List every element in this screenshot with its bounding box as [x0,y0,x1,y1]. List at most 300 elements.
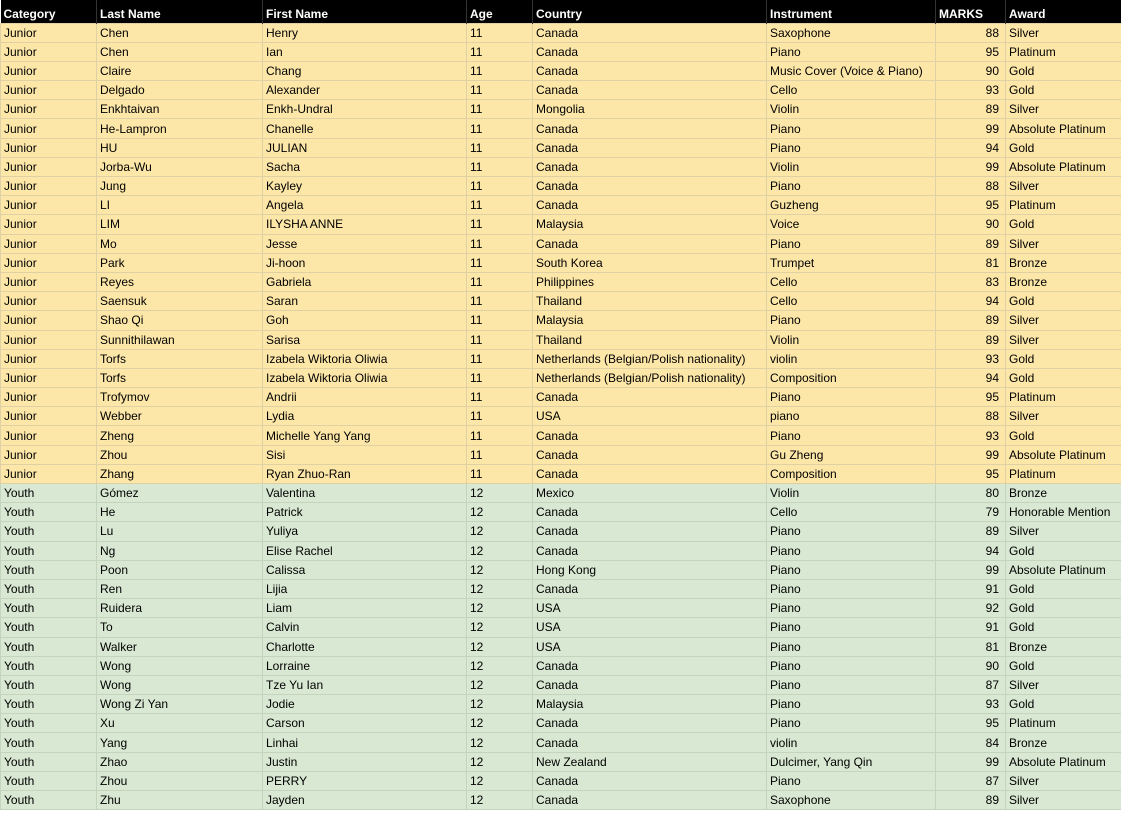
cell-instrument[interactable]: violin [767,733,936,752]
cell-country[interactable]: Canada [533,503,767,522]
cell-country[interactable]: Canada [533,388,767,407]
cell-category[interactable]: Junior [1,100,97,119]
cell-last-name[interactable]: Wong [97,675,263,694]
cell-country[interactable]: Canada [533,177,767,196]
cell-award[interactable]: Gold [1006,599,1121,618]
cell-category[interactable]: Youth [1,503,97,522]
cell-age[interactable]: 11 [467,311,533,330]
cell-category[interactable]: Youth [1,714,97,733]
cell-award[interactable]: Silver [1006,791,1121,810]
cell-award[interactable]: Platinum [1006,388,1121,407]
cell-last-name[interactable]: Wong [97,656,263,675]
cell-last-name[interactable]: Jorba-Wu [97,157,263,176]
cell-last-name[interactable]: Chen [97,42,263,61]
cell-instrument[interactable]: Piano [767,579,936,598]
header-country[interactable]: Country [533,0,767,23]
cell-award[interactable]: Silver [1006,771,1121,790]
cell-instrument[interactable]: Piano [767,138,936,157]
cell-age[interactable]: 11 [467,138,533,157]
cell-last-name[interactable]: Jung [97,177,263,196]
cell-last-name[interactable]: Trofymov [97,388,263,407]
cell-country[interactable]: Canada [533,733,767,752]
cell-last-name[interactable]: He-Lampron [97,119,263,138]
cell-country[interactable]: Canada [533,541,767,560]
cell-first-name[interactable]: Calissa [263,560,467,579]
cell-marks[interactable]: 89 [936,522,1006,541]
cell-age[interactable]: 11 [467,234,533,253]
cell-instrument[interactable]: Piano [767,618,936,637]
cell-age[interactable]: 11 [467,253,533,272]
cell-award[interactable]: Platinum [1006,196,1121,215]
cell-age[interactable]: 12 [467,618,533,637]
cell-award[interactable]: Gold [1006,426,1121,445]
cell-age[interactable]: 12 [467,714,533,733]
cell-award[interactable]: Silver [1006,407,1121,426]
cell-first-name[interactable]: Sarisa [263,330,467,349]
cell-country[interactable]: Netherlands (Belgian/Polish nationality) [533,368,767,387]
cell-category[interactable]: Junior [1,157,97,176]
cell-marks[interactable]: 80 [936,484,1006,503]
cell-age[interactable]: 11 [467,388,533,407]
cell-last-name[interactable]: To [97,618,263,637]
cell-country[interactable]: Canada [533,81,767,100]
cell-last-name[interactable]: LIM [97,215,263,234]
cell-instrument[interactable]: Dulcimer, Yang Qin [767,752,936,771]
cell-age[interactable]: 12 [467,695,533,714]
cell-first-name[interactable]: Angela [263,196,467,215]
cell-award[interactable]: Gold [1006,368,1121,387]
cell-category[interactable]: Junior [1,81,97,100]
cell-age[interactable]: 11 [467,177,533,196]
cell-first-name[interactable]: Chang [263,61,467,80]
cell-age[interactable]: 11 [467,81,533,100]
cell-country[interactable]: Canada [533,791,767,810]
cell-first-name[interactable]: Tze Yu Ian [263,675,467,694]
cell-instrument[interactable]: Gu Zheng [767,445,936,464]
cell-category[interactable]: Junior [1,388,97,407]
cell-last-name[interactable]: Zhu [97,791,263,810]
cell-age[interactable]: 11 [467,426,533,445]
cell-country[interactable]: Canada [533,445,767,464]
cell-category[interactable]: Youth [1,675,97,694]
cell-award[interactable]: Bronze [1006,733,1121,752]
cell-country[interactable]: Canada [533,23,767,42]
cell-first-name[interactable]: Saran [263,292,467,311]
cell-marks[interactable]: 90 [936,61,1006,80]
cell-age[interactable]: 12 [467,656,533,675]
cell-marks[interactable]: 95 [936,196,1006,215]
cell-first-name[interactable]: Sacha [263,157,467,176]
cell-instrument[interactable]: Violin [767,484,936,503]
cell-marks[interactable]: 88 [936,23,1006,42]
cell-first-name[interactable]: Michelle Yang Yang [263,426,467,445]
cell-instrument[interactable]: Piano [767,675,936,694]
cell-age[interactable]: 12 [467,522,533,541]
cell-country[interactable]: Canada [533,61,767,80]
cell-last-name[interactable]: Torfs [97,368,263,387]
cell-category[interactable]: Junior [1,272,97,291]
cell-category[interactable]: Junior [1,23,97,42]
header-last-name[interactable]: Last Name [97,0,263,23]
cell-category[interactable]: Junior [1,215,97,234]
cell-first-name[interactable]: Izabela Wiktoria Oliwia [263,368,467,387]
cell-category[interactable]: Junior [1,349,97,368]
cell-category[interactable]: Youth [1,618,97,637]
cell-award[interactable]: Absolute Platinum [1006,752,1121,771]
cell-first-name[interactable]: Charlotte [263,637,467,656]
cell-age[interactable]: 12 [467,560,533,579]
cell-marks[interactable]: 83 [936,272,1006,291]
cell-age[interactable]: 12 [467,771,533,790]
cell-first-name[interactable]: Kayley [263,177,467,196]
cell-last-name[interactable]: Yang [97,733,263,752]
cell-marks[interactable]: 89 [936,311,1006,330]
cell-age[interactable]: 11 [467,407,533,426]
cell-instrument[interactable]: Piano [767,119,936,138]
cell-instrument[interactable]: Cello [767,503,936,522]
cell-age[interactable]: 11 [467,272,533,291]
cell-country[interactable]: Canada [533,656,767,675]
cell-instrument[interactable]: Cello [767,272,936,291]
cell-last-name[interactable]: Enkhtaivan [97,100,263,119]
cell-first-name[interactable]: Enkh-Undral [263,100,467,119]
cell-instrument[interactable]: Piano [767,637,936,656]
cell-award[interactable]: Gold [1006,541,1121,560]
cell-marks[interactable]: 95 [936,464,1006,483]
cell-last-name[interactable]: Poon [97,560,263,579]
cell-award[interactable]: Silver [1006,177,1121,196]
cell-age[interactable]: 12 [467,752,533,771]
cell-award[interactable]: Silver [1006,522,1121,541]
cell-marks[interactable]: 79 [936,503,1006,522]
cell-country[interactable]: Malaysia [533,215,767,234]
cell-category[interactable]: Junior [1,445,97,464]
cell-age[interactable]: 11 [467,100,533,119]
cell-country[interactable]: Canada [533,196,767,215]
cell-marks[interactable]: 88 [936,177,1006,196]
cell-age[interactable]: 11 [467,119,533,138]
cell-country[interactable]: Canada [533,675,767,694]
cell-age[interactable]: 11 [467,157,533,176]
cell-first-name[interactable]: Liam [263,599,467,618]
cell-award[interactable]: Gold [1006,215,1121,234]
cell-age[interactable]: 12 [467,791,533,810]
cell-award[interactable]: Platinum [1006,714,1121,733]
cell-first-name[interactable]: Gabriela [263,272,467,291]
cell-age[interactable]: 11 [467,292,533,311]
cell-instrument[interactable]: Piano [767,522,936,541]
cell-country[interactable]: Thailand [533,330,767,349]
cell-instrument[interactable]: Trumpet [767,253,936,272]
cell-age[interactable]: 11 [467,349,533,368]
cell-last-name[interactable]: Wong Zi Yan [97,695,263,714]
cell-category[interactable]: Junior [1,292,97,311]
cell-instrument[interactable]: Piano [767,714,936,733]
cell-category[interactable]: Junior [1,42,97,61]
cell-age[interactable]: 12 [467,733,533,752]
cell-age[interactable]: 11 [467,61,533,80]
cell-last-name[interactable]: Delgado [97,81,263,100]
cell-marks[interactable]: 88 [936,407,1006,426]
cell-marks[interactable]: 81 [936,637,1006,656]
cell-last-name[interactable]: Zhang [97,464,263,483]
cell-country[interactable]: South Korea [533,253,767,272]
cell-country[interactable]: Philippines [533,272,767,291]
cell-marks[interactable]: 87 [936,675,1006,694]
cell-first-name[interactable]: Justin [263,752,467,771]
cell-marks[interactable]: 91 [936,618,1006,637]
cell-country[interactable]: Canada [533,771,767,790]
cell-award[interactable]: Silver [1006,311,1121,330]
cell-last-name[interactable]: Zhou [97,771,263,790]
cell-first-name[interactable]: PERRY [263,771,467,790]
cell-first-name[interactable]: Calvin [263,618,467,637]
cell-marks[interactable]: 89 [936,330,1006,349]
cell-award[interactable]: Gold [1006,349,1121,368]
cell-country[interactable]: New Zealand [533,752,767,771]
cell-instrument[interactable]: Piano [767,388,936,407]
cell-age[interactable]: 12 [467,541,533,560]
cell-age[interactable]: 12 [467,579,533,598]
cell-instrument[interactable]: piano [767,407,936,426]
cell-award[interactable]: Gold [1006,138,1121,157]
cell-country[interactable]: Canada [533,426,767,445]
cell-instrument[interactable]: Voice [767,215,936,234]
cell-age[interactable]: 11 [467,23,533,42]
cell-country[interactable]: USA [533,637,767,656]
cell-category[interactable]: Youth [1,599,97,618]
cell-category[interactable]: Youth [1,733,97,752]
cell-last-name[interactable]: Saensuk [97,292,263,311]
cell-first-name[interactable]: Patrick [263,503,467,522]
cell-instrument[interactable]: Saxophone [767,23,936,42]
cell-instrument[interactable]: Saxophone [767,791,936,810]
cell-instrument[interactable]: Violin [767,157,936,176]
cell-last-name[interactable]: Claire [97,61,263,80]
cell-last-name[interactable]: Gómez [97,484,263,503]
cell-category[interactable]: Junior [1,464,97,483]
cell-instrument[interactable]: Piano [767,311,936,330]
cell-instrument[interactable]: Piano [767,42,936,61]
cell-marks[interactable]: 95 [936,388,1006,407]
cell-country[interactable]: USA [533,407,767,426]
cell-category[interactable]: Junior [1,138,97,157]
cell-marks[interactable]: 81 [936,253,1006,272]
cell-first-name[interactable]: Alexander [263,81,467,100]
cell-marks[interactable]: 93 [936,695,1006,714]
cell-category[interactable]: Youth [1,522,97,541]
cell-first-name[interactable]: Carson [263,714,467,733]
cell-award[interactable]: Bronze [1006,484,1121,503]
cell-first-name[interactable]: Linhai [263,733,467,752]
cell-instrument[interactable]: Cello [767,81,936,100]
cell-marks[interactable]: 99 [936,752,1006,771]
header-award[interactable]: Award [1006,0,1121,23]
cell-last-name[interactable]: Webber [97,407,263,426]
cell-first-name[interactable]: Jayden [263,791,467,810]
cell-instrument[interactable]: Composition [767,368,936,387]
cell-age[interactable]: 12 [467,599,533,618]
cell-marks[interactable]: 99 [936,157,1006,176]
cell-marks[interactable]: 95 [936,714,1006,733]
cell-category[interactable]: Youth [1,752,97,771]
cell-first-name[interactable]: Yuliya [263,522,467,541]
cell-category[interactable]: Junior [1,196,97,215]
cell-award[interactable]: Honorable Mention [1006,503,1121,522]
cell-age[interactable]: 12 [467,503,533,522]
cell-last-name[interactable]: Park [97,253,263,272]
cell-country[interactable]: Canada [533,119,767,138]
cell-award[interactable]: Bronze [1006,253,1121,272]
cell-instrument[interactable]: Piano [767,234,936,253]
cell-country[interactable]: Mexico [533,484,767,503]
cell-first-name[interactable]: Ian [263,42,467,61]
cell-instrument[interactable]: Piano [767,656,936,675]
cell-category[interactable]: Junior [1,119,97,138]
cell-first-name[interactable]: Ryan Zhuo-Ran [263,464,467,483]
cell-last-name[interactable]: Xu [97,714,263,733]
cell-first-name[interactable]: ILYSHA ANNE [263,215,467,234]
cell-category[interactable]: Junior [1,407,97,426]
cell-marks[interactable]: 99 [936,445,1006,464]
cell-award[interactable]: Absolute Platinum [1006,119,1121,138]
cell-country[interactable]: USA [533,618,767,637]
cell-award[interactable]: Gold [1006,656,1121,675]
cell-country[interactable]: Canada [533,522,767,541]
cell-last-name[interactable]: Ren [97,579,263,598]
cell-last-name[interactable]: Torfs [97,349,263,368]
header-instrument[interactable]: Instrument [767,0,936,23]
cell-country[interactable]: Malaysia [533,311,767,330]
cell-last-name[interactable]: Zheng [97,426,263,445]
cell-category[interactable]: Youth [1,560,97,579]
cell-category[interactable]: Junior [1,330,97,349]
cell-first-name[interactable]: Jodie [263,695,467,714]
cell-country[interactable]: Canada [533,579,767,598]
cell-first-name[interactable]: Lydia [263,407,467,426]
cell-category[interactable]: Youth [1,579,97,598]
cell-award[interactable]: Gold [1006,618,1121,637]
cell-age[interactable]: 12 [467,637,533,656]
cell-marks[interactable]: 94 [936,541,1006,560]
cell-category[interactable]: Junior [1,253,97,272]
cell-award[interactable]: Gold [1006,61,1121,80]
cell-category[interactable]: Junior [1,177,97,196]
cell-award[interactable]: Absolute Platinum [1006,157,1121,176]
cell-first-name[interactable]: Izabela Wiktoria Oliwia [263,349,467,368]
cell-age[interactable]: 12 [467,484,533,503]
cell-country[interactable]: Hong Kong [533,560,767,579]
cell-award[interactable]: Platinum [1006,464,1121,483]
cell-marks[interactable]: 90 [936,215,1006,234]
cell-category[interactable]: Junior [1,311,97,330]
cell-category[interactable]: Youth [1,656,97,675]
cell-first-name[interactable]: Andrii [263,388,467,407]
cell-instrument[interactable]: Piano [767,541,936,560]
cell-marks[interactable]: 89 [936,791,1006,810]
cell-country[interactable]: Canada [533,42,767,61]
cell-category[interactable]: Youth [1,637,97,656]
cell-category[interactable]: Youth [1,771,97,790]
cell-award[interactable]: Silver [1006,234,1121,253]
cell-last-name[interactable]: Ruidera [97,599,263,618]
cell-age[interactable]: 11 [467,368,533,387]
cell-country[interactable]: Canada [533,157,767,176]
cell-country[interactable]: Mongolia [533,100,767,119]
cell-first-name[interactable]: Lorraine [263,656,467,675]
cell-instrument[interactable]: Cello [767,292,936,311]
cell-instrument[interactable]: Piano [767,426,936,445]
cell-award[interactable]: Gold [1006,579,1121,598]
cell-country[interactable]: USA [533,599,767,618]
cell-first-name[interactable]: Ji-hoon [263,253,467,272]
cell-marks[interactable]: 99 [936,119,1006,138]
cell-first-name[interactable]: Chanelle [263,119,467,138]
cell-last-name[interactable]: Reyes [97,272,263,291]
cell-last-name[interactable]: LI [97,196,263,215]
cell-first-name[interactable]: Valentina [263,484,467,503]
header-marks[interactable]: MARKS [936,0,1006,23]
cell-marks[interactable]: 84 [936,733,1006,752]
header-first-name[interactable]: First Name [263,0,467,23]
cell-award[interactable]: Bronze [1006,272,1121,291]
cell-first-name[interactable]: Henry [263,23,467,42]
cell-instrument[interactable]: Violin [767,100,936,119]
cell-last-name[interactable]: Ng [97,541,263,560]
cell-age[interactable]: 12 [467,675,533,694]
cell-category[interactable]: Youth [1,791,97,810]
cell-marks[interactable]: 93 [936,349,1006,368]
cell-country[interactable]: Netherlands (Belgian/Polish nationality) [533,349,767,368]
cell-marks[interactable]: 93 [936,81,1006,100]
cell-country[interactable]: Thailand [533,292,767,311]
cell-country[interactable]: Canada [533,234,767,253]
cell-instrument[interactable]: Piano [767,177,936,196]
cell-award[interactable]: Silver [1006,330,1121,349]
cell-last-name[interactable]: Walker [97,637,263,656]
cell-category[interactable]: Youth [1,484,97,503]
cell-instrument[interactable]: Violin [767,330,936,349]
cell-last-name[interactable]: Zhao [97,752,263,771]
cell-marks[interactable]: 99 [936,560,1006,579]
cell-last-name[interactable]: Lu [97,522,263,541]
cell-award[interactable]: Silver [1006,100,1121,119]
cell-country[interactable]: Canada [533,714,767,733]
cell-marks[interactable]: 89 [936,234,1006,253]
cell-age[interactable]: 11 [467,464,533,483]
cell-first-name[interactable]: Sisi [263,445,467,464]
cell-category[interactable]: Junior [1,426,97,445]
cell-award[interactable]: Platinum [1006,42,1121,61]
cell-marks[interactable]: 90 [936,656,1006,675]
cell-marks[interactable]: 87 [936,771,1006,790]
cell-age[interactable]: 11 [467,196,533,215]
cell-instrument[interactable]: Piano [767,771,936,790]
cell-award[interactable]: Gold [1006,81,1121,100]
cell-marks[interactable]: 89 [936,100,1006,119]
cell-instrument[interactable]: Music Cover (Voice & Piano) [767,61,936,80]
cell-category[interactable]: Youth [1,541,97,560]
cell-award[interactable]: Bronze [1006,637,1121,656]
cell-country[interactable]: Canada [533,464,767,483]
cell-category[interactable]: Junior [1,368,97,387]
cell-instrument[interactable]: violin [767,349,936,368]
cell-instrument[interactable]: Composition [767,464,936,483]
cell-award[interactable]: Silver [1006,675,1121,694]
header-age[interactable]: Age [467,0,533,23]
cell-instrument[interactable]: Piano [767,560,936,579]
cell-last-name[interactable]: Zhou [97,445,263,464]
